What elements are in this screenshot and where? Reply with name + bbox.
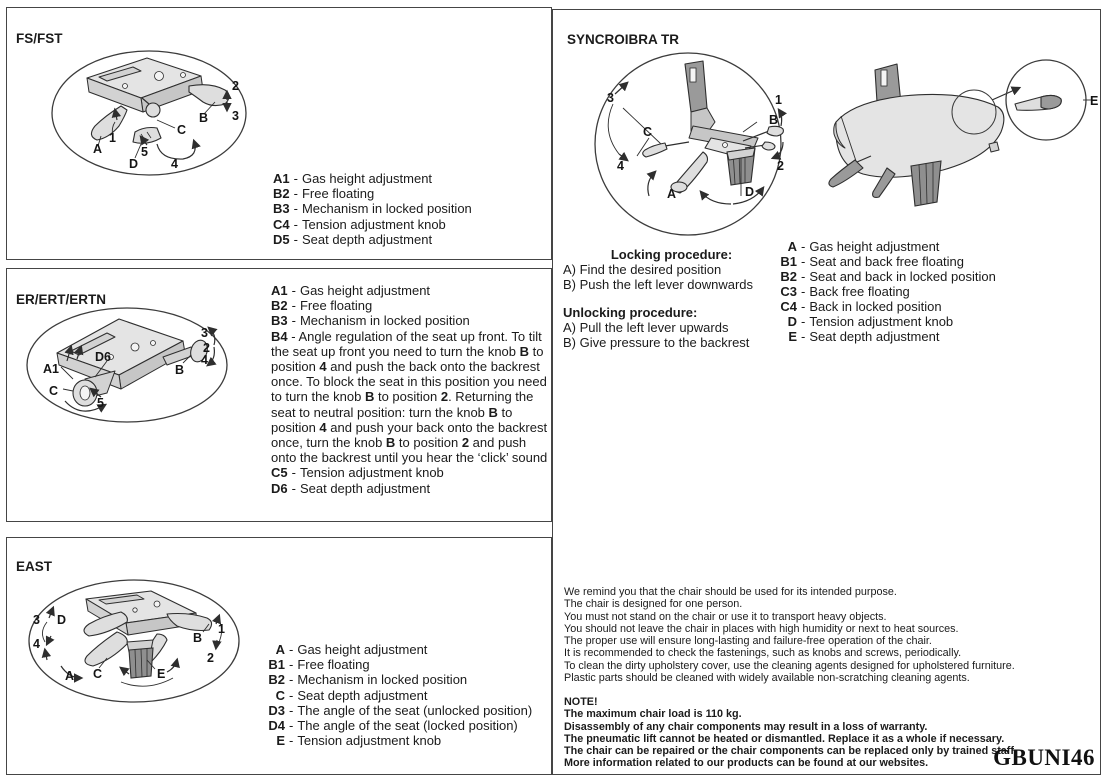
legend-item — [263, 642, 550, 657]
legend-key: C — [275, 687, 285, 703]
note-heading: NOTE! — [564, 696, 598, 708]
label-C: C — [177, 123, 187, 137]
label-E: E — [1090, 94, 1098, 108]
label-B: B — [175, 363, 185, 377]
legend-item — [775, 284, 1087, 299]
legend-key: E — [276, 733, 285, 749]
legend-separator: - — [289, 642, 294, 657]
note-line: The maximum chair load is 110 kg. — [564, 708, 742, 721]
unlocking-step: A) Pull the left lever upwards — [563, 319, 729, 335]
label-2: 2 — [232, 79, 239, 93]
label-A: A — [65, 669, 75, 683]
legend-separator: - — [291, 465, 296, 481]
legend-text: Mechanism in locked position — [299, 313, 470, 329]
mechanism-plate — [87, 58, 203, 112]
label-3: 3 — [607, 91, 614, 105]
label-D6: D6 — [95, 350, 111, 364]
east-diagram — [17, 562, 247, 707]
label-A1: A1 — [43, 362, 59, 376]
label-1: 1 — [109, 131, 116, 145]
legend-item — [273, 201, 549, 216]
label-3: 3 — [232, 109, 239, 123]
legend-item — [273, 186, 549, 201]
reminder-line: It is recommended to check the fastenings, such as knobs and screws, periodically. — [564, 647, 962, 660]
legend-item-b4: B4 - Angle regulation of the seat up front. To tilt the seat up front you need to turn the knob B to position 4 and push the back onto the backrest once. To block the seat in this position you need to turn the knob B to position 2. Returning the seat to neutral position: turn the knob B to position 4 and push your back onto the backrest once, turn the knob B to position 2 and push onto the backrest until you hear the ‘click’ sound — [271, 328, 548, 466]
legend-key: D3 — [268, 702, 285, 718]
legend-separator: - — [291, 283, 296, 298]
legend-separator: - — [293, 171, 298, 186]
legend-key: B3 — [273, 201, 290, 217]
er-legend — [271, 283, 549, 496]
mechanism-plate — [57, 319, 185, 389]
section-title-fs-fst: FS/FST — [16, 31, 63, 47]
label-D: D — [129, 157, 139, 171]
legend-separator: - — [293, 231, 298, 247]
east-legend — [263, 642, 550, 748]
section-syncroibra-tr — [552, 9, 1101, 775]
label-1: 1 — [218, 622, 225, 636]
legend-key: D — [787, 314, 797, 329]
back-bracket — [685, 61, 715, 136]
legend-item — [271, 465, 549, 480]
section-title-east: EAST — [16, 559, 53, 575]
legend-separator: - — [289, 718, 294, 734]
legend-separator: - — [801, 329, 806, 344]
legend-item — [273, 232, 549, 247]
label-A: A — [667, 187, 677, 201]
reminder-line: The chair is designed for one person. — [564, 598, 743, 611]
legend-item — [775, 329, 1087, 344]
label-3: 3 — [33, 613, 40, 627]
procedures — [563, 247, 780, 350]
legend-item — [271, 298, 549, 313]
label-2: 2 — [207, 651, 214, 665]
legend-key: D5 — [273, 231, 290, 247]
label-2: 2 — [777, 159, 784, 173]
label-4: 4 — [33, 637, 40, 651]
er-diagram — [15, 301, 240, 436]
legend-item — [263, 703, 550, 718]
legend-text: Back in locked position — [809, 299, 942, 314]
model-code: GBUNI46 — [993, 745, 1095, 770]
label-C: C — [93, 667, 103, 681]
label-4: 4 — [171, 157, 178, 171]
legend-text: Free floating — [299, 298, 373, 314]
legend-item — [775, 239, 1087, 254]
legend-key: C5 — [271, 465, 288, 481]
locking-step: B) Push the left lever downwards — [563, 277, 754, 293]
label-5: 5 — [141, 145, 148, 159]
locking-heading: Locking procedure: — [610, 247, 733, 262]
legend-item — [271, 313, 549, 328]
legend-text: The angle of the seat (unlocked position) — [297, 702, 533, 718]
note-line: Disassembly of any chair components may result in a loss of warranty. — [564, 720, 928, 733]
legend-separator: - — [801, 254, 806, 269]
legend-separator: - — [289, 733, 294, 749]
legend-separator: - — [801, 314, 806, 329]
legend-text: The angle of the seat (locked position) — [297, 718, 518, 734]
label-C: C — [49, 384, 59, 398]
fs-fst-diagram — [41, 46, 253, 180]
syncro-legend — [775, 239, 1087, 344]
note-line: The pneumatic lift cannot be heated or dismantled. Replace it as a whole if necessary. — [564, 732, 1005, 745]
legend-separator: - — [293, 186, 298, 202]
syncro-mechanism-diagram — [593, 46, 793, 241]
legend-key: A — [787, 239, 797, 254]
legend-key: B2 — [271, 298, 288, 314]
legend-separator: - — [801, 239, 806, 254]
reminder-line: The proper use will ensure long-lasting and failure-free operation of the chair. — [564, 635, 932, 648]
label-D: D — [745, 185, 755, 199]
legend-item — [263, 718, 550, 733]
label-B: B — [199, 111, 209, 125]
legend-text: Tension adjustment knob — [297, 733, 442, 749]
legend-text: Gas height adjustment — [297, 642, 428, 657]
legend-separator: - — [289, 687, 294, 703]
legend-separator: - — [801, 284, 806, 299]
reminder-line: Plastic parts should be cleaned with widely available non-scratching cleaning agents. — [564, 672, 970, 685]
legend-text: Tension adjustment knob — [299, 465, 444, 481]
legend-text: Free floating — [297, 657, 370, 673]
legend-key: D6 — [271, 480, 288, 496]
legend-text: Seat depth adjustment — [809, 329, 940, 344]
label-E: E — [157, 667, 166, 681]
label-3: 3 — [201, 326, 208, 340]
legend-item — [273, 217, 549, 232]
fs-fst-legend — [273, 171, 549, 247]
legend-separator: - — [289, 657, 294, 673]
label-1: 1 — [775, 93, 782, 107]
legend-key: A1 — [273, 171, 290, 186]
legend-separator: - — [291, 298, 296, 314]
legend-text: Seat depth adjustment — [297, 687, 428, 703]
section-east — [6, 537, 552, 775]
legend-text: Gas height adjustment — [301, 171, 433, 186]
usage-reminders — [564, 586, 1092, 684]
label-5: 5 — [97, 396, 104, 410]
label-C: C — [643, 125, 653, 139]
legend-separator: - — [801, 269, 806, 284]
legend-key: B3 — [271, 313, 288, 329]
legend-text: Seat and back free floating — [809, 254, 965, 269]
label-A: A — [93, 142, 103, 156]
legend-separator: - — [289, 672, 294, 688]
syncro-seat-diagram — [793, 52, 1098, 212]
legend-separator: - — [801, 299, 806, 314]
legend-item — [263, 657, 550, 672]
legend-item — [775, 269, 1087, 284]
legend-separator: - — [289, 702, 294, 718]
legend-key: C4 — [273, 216, 290, 232]
legend-text: Back free floating — [809, 284, 910, 299]
legend-text: Mechanism in locked position — [297, 672, 468, 688]
legend-item — [775, 314, 1087, 329]
legend-key: B1 — [780, 254, 797, 269]
legend-key: A — [275, 642, 285, 657]
legend-text: Seat and back in locked position — [809, 269, 996, 284]
legend-text: Seat depth adjustment — [301, 231, 433, 247]
legend-item — [263, 733, 550, 748]
legend-text: Tension adjustment knob — [809, 314, 954, 329]
legend-key: A1 — [271, 283, 288, 298]
legend-key: C3 — [780, 284, 797, 299]
legend-text: Mechanism in locked position — [301, 201, 472, 217]
legend-key: C4 — [780, 299, 797, 314]
section-fs-fst — [6, 7, 552, 260]
note-line: The chair can be repaired or the chair components can be replaced only by trained staff. — [564, 745, 1017, 758]
reminder-line: We remind you that the chair should be used for its intended purpose. — [564, 586, 897, 598]
note-line: More information related to our products can be found at our websites. — [564, 757, 929, 770]
unlocking-heading: Unlocking procedure: — [563, 304, 698, 320]
legend-text: Gas height adjustment — [809, 239, 940, 254]
legend-text: Gas height adjustment — [299, 283, 431, 298]
label-2: 2 — [203, 341, 210, 355]
legend-text: Free floating — [301, 186, 375, 202]
label-B: B — [193, 631, 203, 645]
legend-item — [775, 299, 1087, 314]
reminder-line: You should not leave the chair in places with high humidity or next to heat sources. — [564, 622, 959, 635]
unlocking-step: B) Give pressure to the backrest — [563, 335, 750, 351]
label-B: B — [769, 113, 779, 127]
legend-separator: - — [291, 480, 296, 496]
legend-item — [273, 171, 549, 186]
label-4: 4 — [617, 159, 624, 173]
legend-key: B2 — [780, 269, 797, 284]
section-er-ert-ertn — [6, 268, 552, 522]
legend-item — [263, 672, 550, 687]
legend-key: D4 — [268, 718, 285, 734]
legend-item — [271, 481, 549, 496]
legend-key: E — [788, 329, 797, 344]
reminder-line: You must not stand on the chair or use it to transport heavy objects. — [564, 610, 887, 623]
legend-item — [263, 688, 550, 703]
legend-key: B1 — [268, 657, 285, 673]
legend-separator: - — [293, 201, 298, 217]
reminder-line: To clean the dirty upholstery cover, use the cleaning agents designed for upholstered furniture. — [564, 659, 1015, 672]
legend-key: B2 — [268, 672, 285, 688]
label-4: 4 — [201, 353, 208, 367]
label-D: D — [57, 613, 67, 627]
legend-key: B2 — [273, 186, 290, 202]
legend-item — [775, 254, 1087, 269]
section-title-er: ER/ERT/ERTN — [16, 292, 107, 308]
legend-text: Tension adjustment knob — [301, 216, 446, 232]
locking-step: A) Find the desired position — [563, 262, 722, 278]
legend-separator: - — [293, 216, 298, 232]
section-title-syncro: SYNCROIBRA TR — [567, 32, 680, 48]
legend-text: Seat depth adjustment — [299, 480, 431, 496]
legend-item — [271, 283, 549, 298]
legend-separator: - — [291, 313, 296, 329]
